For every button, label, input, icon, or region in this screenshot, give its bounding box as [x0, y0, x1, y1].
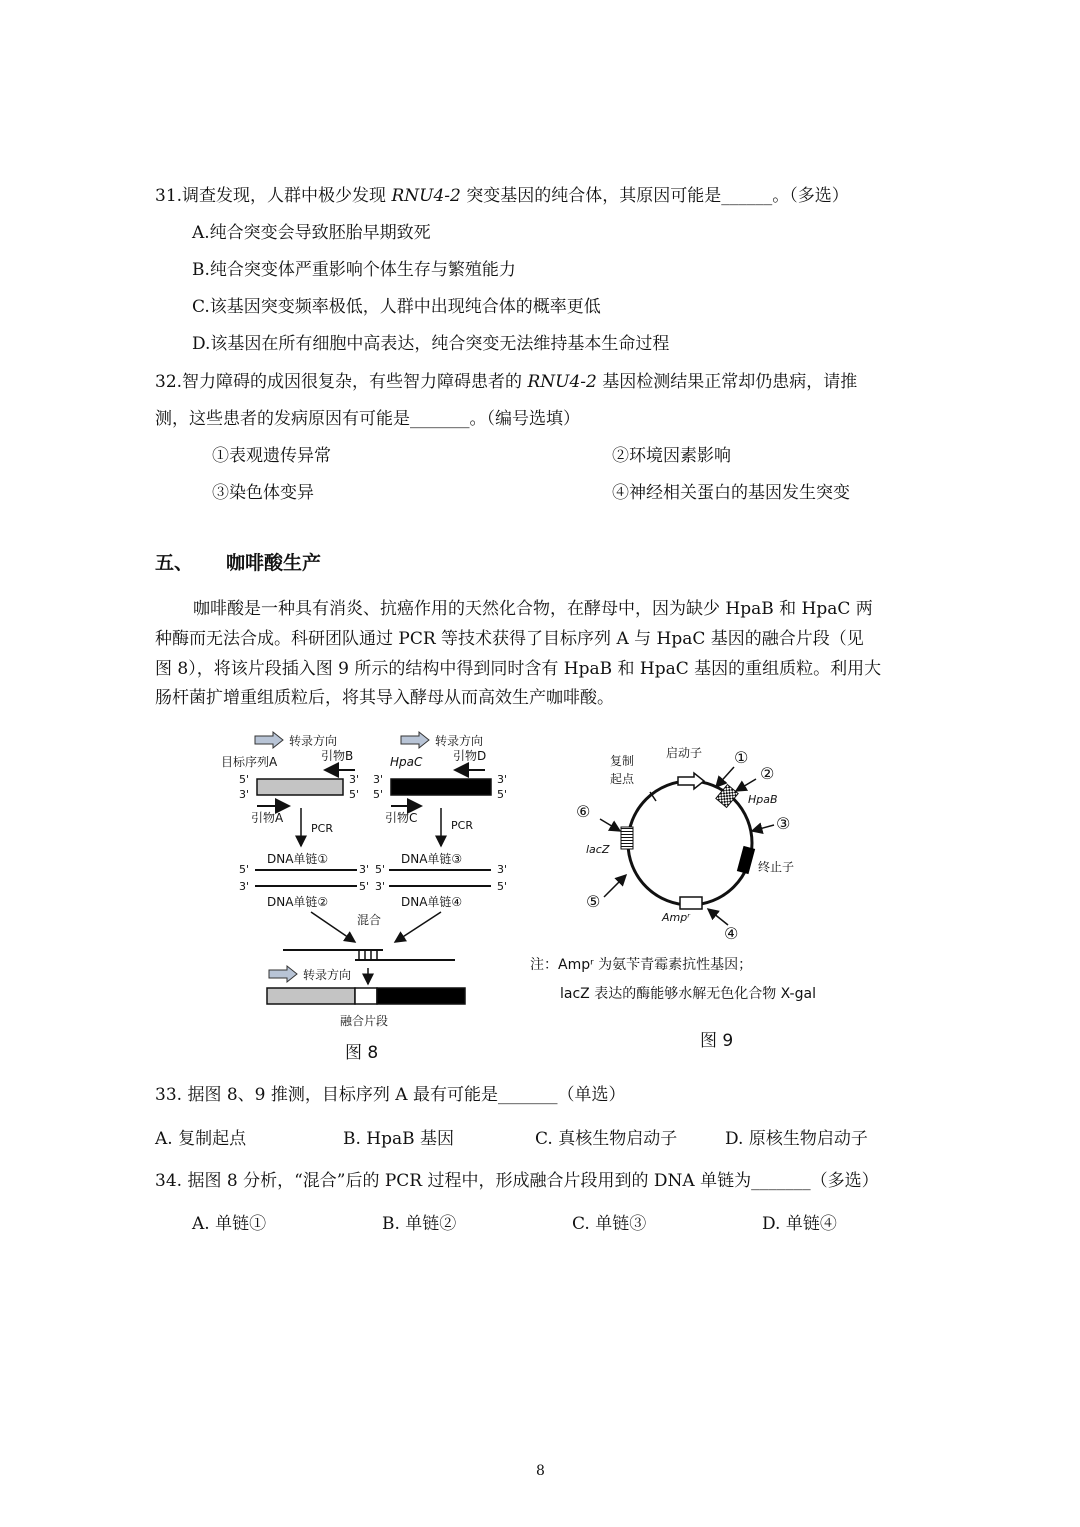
site-3-arrow	[752, 825, 774, 831]
label-5-c-right: 5'	[497, 788, 508, 801]
q32-stem-line1: 32.智力障碍的成因很复杂，有些智力障碍患者的 RNU4-2 基因检测结果正常却仍患病，请推	[155, 372, 858, 392]
site-5-arrow	[604, 875, 626, 897]
para-line-1: 咖啡酸是一种具有消炎、抗癌作用的天然化合物，在酵母中，因为缺少 HpaB 和 HpaC 两	[193, 599, 873, 619]
q33-option-d: D. 原核生物启动子	[725, 1129, 868, 1149]
ampr-box	[680, 897, 702, 909]
label-3-c: 3'	[373, 773, 384, 786]
q32-item-3: ③染色体变异	[212, 483, 314, 503]
figure-8	[215, 728, 515, 1060]
site-2-arrow	[736, 779, 756, 791]
label-promoter: 启动子	[666, 746, 703, 760]
transcription-arrow-left	[255, 732, 283, 748]
label-site-5: ⑤	[586, 892, 601, 911]
q32-item-4: ④神经相关蛋白的基因发生突变	[612, 483, 850, 503]
mix-arrow-left	[311, 912, 355, 942]
label-3-s2: 3'	[239, 880, 250, 893]
label-5-a: 5'	[239, 773, 250, 786]
label-site-1: ①	[734, 748, 749, 767]
site-6-arrow	[600, 819, 620, 831]
mix-arrow-right	[395, 912, 441, 942]
para-line-2: 种酶而无法合成。科研团队通过 PCR 等技术获得了目标序列 A 与 HpaC 基因的融合片段（见	[155, 629, 864, 649]
label-5-s2: 5'	[359, 880, 370, 893]
fusion-part-junction	[355, 988, 377, 1004]
label-pcr-left: PCR	[311, 822, 333, 835]
figure-9	[570, 735, 810, 945]
q31-stem: 31.调查发现，人群中极少发现 RNU4-2 突变基因的纯合体，其原因可能是______。（多选）	[155, 186, 849, 206]
label-hpac: HpaC	[390, 755, 423, 769]
label-primer-a: 引物A	[251, 811, 284, 825]
label-transcription-dir-2: 转录方向	[435, 734, 484, 748]
q33-option-c: C. 真核生物启动子	[535, 1129, 678, 1149]
label-transcription-dir-3: 转录方向	[303, 968, 352, 982]
para-line-3: 图 8），将该片段插入图 9 所示的结构中得到同时含有 HpaB 和 HpaC 基因的重组质粒。利用大	[155, 659, 882, 679]
label-site-3: ③	[776, 814, 791, 833]
label-site-2: ②	[760, 764, 775, 783]
label-origin-1: 复制	[610, 754, 635, 768]
label-5-a-right: 5'	[349, 788, 360, 801]
hpac-box	[391, 779, 491, 795]
label-5-c: 5'	[373, 788, 384, 801]
label-primer-b: 引物B	[321, 749, 354, 763]
label-origin-2: 起点	[610, 772, 635, 786]
promoter-arrow	[678, 773, 704, 789]
terminator-box	[737, 846, 755, 874]
fig9-note-2: lacZ 表达的酶能够水解无色化合物 X-gal	[560, 986, 816, 1002]
lacz-box	[621, 827, 633, 849]
fig9-caption: 图 9	[700, 1031, 734, 1051]
fig8-caption: 图 8	[345, 1043, 379, 1063]
q34-option-b: B. 单链②	[382, 1214, 457, 1234]
q31-option-b: B.纯合突变体严重影响个体生存与繁殖能力	[192, 260, 516, 280]
q32-item-2: ②环境因素影响	[612, 446, 731, 466]
label-5-s3: 5'	[375, 863, 386, 876]
label-3-c-right: 3'	[497, 773, 508, 786]
q33-stem: 33. 据图 8、9 推测，目标序列 A 最有可能是_______（单选）	[155, 1085, 626, 1105]
label-3-s3: 3'	[497, 863, 508, 876]
label-pcr-right: PCR	[451, 819, 473, 832]
site-4-arrow	[708, 909, 728, 925]
label-5-s4: 5'	[497, 880, 508, 893]
q34-option-a: A. 单链①	[192, 1214, 267, 1234]
fig9-note-1: 注：Ampʳ 为氨苄青霉素抗性基因；	[530, 957, 753, 973]
label-target-seq-a: 目标序列A	[221, 755, 278, 769]
label-site-4: ④	[724, 924, 739, 943]
fusion-part-hpac	[377, 988, 465, 1004]
target-seq-a-box	[257, 779, 343, 795]
label-3-s4: 3'	[375, 880, 386, 893]
label-3-a: 3'	[239, 788, 250, 801]
q33-option-b: B. HpaB 基因	[343, 1129, 455, 1149]
label-primer-d: 引物D	[453, 749, 487, 763]
label-lacz: lacZ	[586, 843, 610, 856]
section-number: 五、	[155, 552, 194, 574]
label-transcription-dir-1: 转录方向	[289, 734, 338, 748]
label-site-6: ⑥	[576, 802, 591, 821]
site-1-arrow	[716, 767, 734, 787]
q34-option-d: D. 单链④	[762, 1214, 837, 1234]
para-line-4: 肠杆菌扩增重组质粒后，将其导入酵母从而高效生产咖啡酸。	[155, 688, 614, 708]
label-terminator: 终止子	[758, 860, 795, 874]
label-strand-2: DNA单链②	[267, 895, 329, 909]
transcription-arrow-bottom	[269, 966, 297, 982]
label-5-s1: 5'	[239, 863, 250, 876]
section-title: 咖啡酸生产	[226, 552, 322, 574]
label-3-s1: 3'	[359, 863, 370, 876]
q31-option-c: C.该基因突变频率极低，人群中出现纯合体的概率更低	[192, 297, 601, 317]
q31-option-a: A.纯合突变会导致胚胎早期致死	[192, 223, 431, 243]
transcription-arrow-right	[401, 732, 429, 748]
fusion-part-a	[267, 988, 355, 1004]
label-ampr: Ampʳ	[662, 911, 691, 924]
base-pairing	[359, 950, 377, 960]
q31-option-d: D.该基因在所有细胞中高表达，纯合突变无法维持基本生命过程	[192, 334, 670, 354]
label-fusion: 融合片段	[340, 1014, 389, 1028]
q32-stem-line2: 测，这些患者的发病原因有可能是_______。（编号选填）	[155, 409, 580, 429]
q34-stem: 34. 据图 8 分析，“混合”后的 PCR 过程中，形成融合片段用到的 DNA 单链为_______（多选）	[155, 1171, 879, 1191]
label-mix: 混合	[357, 913, 382, 927]
q34-option-c: C. 单链③	[572, 1214, 647, 1234]
label-strand-3: DNA单链③	[401, 852, 463, 866]
label-hpab: HpaB	[748, 793, 778, 806]
q33-option-a: A. 复制起点	[155, 1129, 247, 1149]
label-strand-4: DNA单链④	[401, 895, 463, 909]
q32-item-1: ①表观遗传异常	[212, 446, 331, 466]
page-number: 8	[536, 1463, 545, 1479]
label-primer-c: 引物C	[385, 811, 418, 825]
label-3-a-right: 3'	[349, 773, 360, 786]
label-strand-1: DNA单链①	[267, 852, 329, 866]
